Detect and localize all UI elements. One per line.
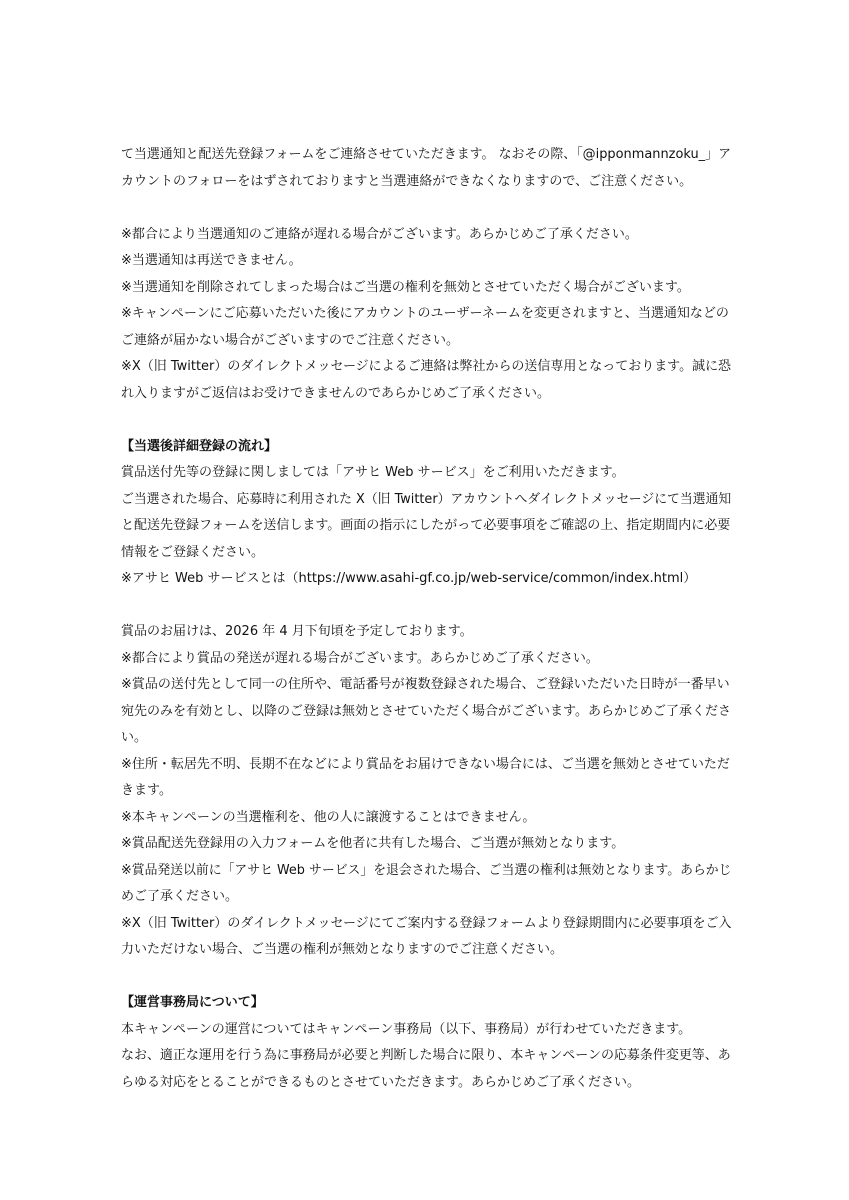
text-line: ※賞品配送先登録用の入力フォームを他者に共有した場合、ご当選が無効となります。 xyxy=(121,836,625,851)
paragraph xyxy=(121,222,731,408)
text-line: 賞品のお届けは、2026 年 4 月下旬頃を予定しております。 xyxy=(121,624,473,639)
text-line: めご了承ください。 xyxy=(121,889,239,904)
text-line: ※X（旧 Twitter）のダイレクトメッセージによるご連絡は弊社からの送信専用となっております。誠に恐 xyxy=(121,359,732,374)
text-line: て当選通知と配送先登録フォームをご連絡させていただきます。 なおその際、「@ipponmannzoku_」ア xyxy=(121,147,732,162)
text-line: ※本キャンペーンの当選権利を、他の人に譲渡することはできません。 xyxy=(121,809,536,825)
text-line: ※賞品発送以前に「アサヒ Web サービス」を退会された場合、ご当選の権利は無効となります。あらかじ xyxy=(121,862,732,878)
paragraph-spacer xyxy=(121,964,731,991)
paragraph-spacer xyxy=(121,195,731,222)
text-line: ご連絡が届かない場合がございますのでご注意ください。 xyxy=(121,332,460,348)
text-line: 情報をご登録ください。 xyxy=(121,544,265,560)
text-line: ※賞品の送付先として同一の住所や、電話番号が複数登録された場合、ご登録いただいた日時が一番早い xyxy=(121,677,730,692)
text-line: きます。 xyxy=(121,783,172,798)
text-line: ※都合により賞品の発送が遅れる場合がございます。あらかじめご了承ください。 xyxy=(121,650,599,666)
text-line: ※キャンペーンにご応募いただいた後にアカウントのユーザーネームを変更されますと、当選通知などの xyxy=(121,306,729,321)
paragraph xyxy=(121,1017,731,1097)
text-line: ※住所・転居先不明、長期不在などにより賞品をお届けできない場合には、ご当選を無効とさせていただ xyxy=(121,756,730,772)
section-heading: 【当選後詳細登録の流れ】 xyxy=(121,438,278,454)
paragraph xyxy=(121,142,731,195)
text-line: ※当選通知は再送できません。 xyxy=(121,253,302,268)
text-line: れ入りますがご返信はお受けできませんのであらかじめご了承ください。 xyxy=(121,385,551,401)
text-line: 本キャンペーンの運営についてはキャンペーン事務局（以下、事務局）が行わせていただきます。 xyxy=(121,1021,692,1037)
section-heading: 【運営事務局について】 xyxy=(121,995,264,1010)
paragraph-spacer xyxy=(121,593,731,620)
text-line: ※アサヒ Web サービスとは（https://www.asahi-gf.co.jp/web-service/common/index.html） xyxy=(121,571,697,586)
text-line: ご当選された場合、応募時に利用された X（旧 Twitter）アカウントへダイレクトメッセージにて当選通知 xyxy=(121,491,732,507)
text-line: ※X（旧 Twitter）のダイレクトメッセージにてご案内する登録フォームより登録期間内に必要事項をご入 xyxy=(121,915,732,931)
text-line: ※当選通知を削除されてしまった場合はご当選の権利を無効とさせていただく場合がございます。 xyxy=(121,279,690,295)
text-line: カウントのフォローをはずされておりますと当選連絡ができなくなりますので、ご注意ください。 xyxy=(121,173,693,189)
text-line: ※都合により当選通知のご連絡が遅れる場合がございます。あらかじめご了承ください。 xyxy=(121,226,638,242)
text-line: い。 xyxy=(121,730,148,745)
text-line: 宛先のみを有効とし、以降のご登録は無効とさせていただく場合がございます。あらかじめご了承くださ xyxy=(121,703,731,719)
paragraph-spacer xyxy=(121,407,731,434)
text-line: と配送先登録フォームを送信します。画面の指示にしたがって必要事項をご確認の上、指定期間内に必要 xyxy=(121,518,731,533)
paragraph xyxy=(121,460,731,593)
text-line: 賞品送付先等の登録に関しましては「アサヒ Web サービス」をご利用いただきます。 xyxy=(121,465,625,480)
document-page xyxy=(121,142,731,1096)
text-line: らゆる対応をとることができるものとさせていただきます。あらかじめご了承ください。 xyxy=(121,1074,640,1090)
text-line: なお、適正な運用を行う為に事務局が必要と判断した場合に限り、本キャンペーンの応募条件変更等、あ xyxy=(121,1048,731,1063)
paragraph xyxy=(121,619,731,964)
text-line: 力いただけない場合、ご当選の権利が無効となりますのでご注意ください。 xyxy=(121,942,564,957)
